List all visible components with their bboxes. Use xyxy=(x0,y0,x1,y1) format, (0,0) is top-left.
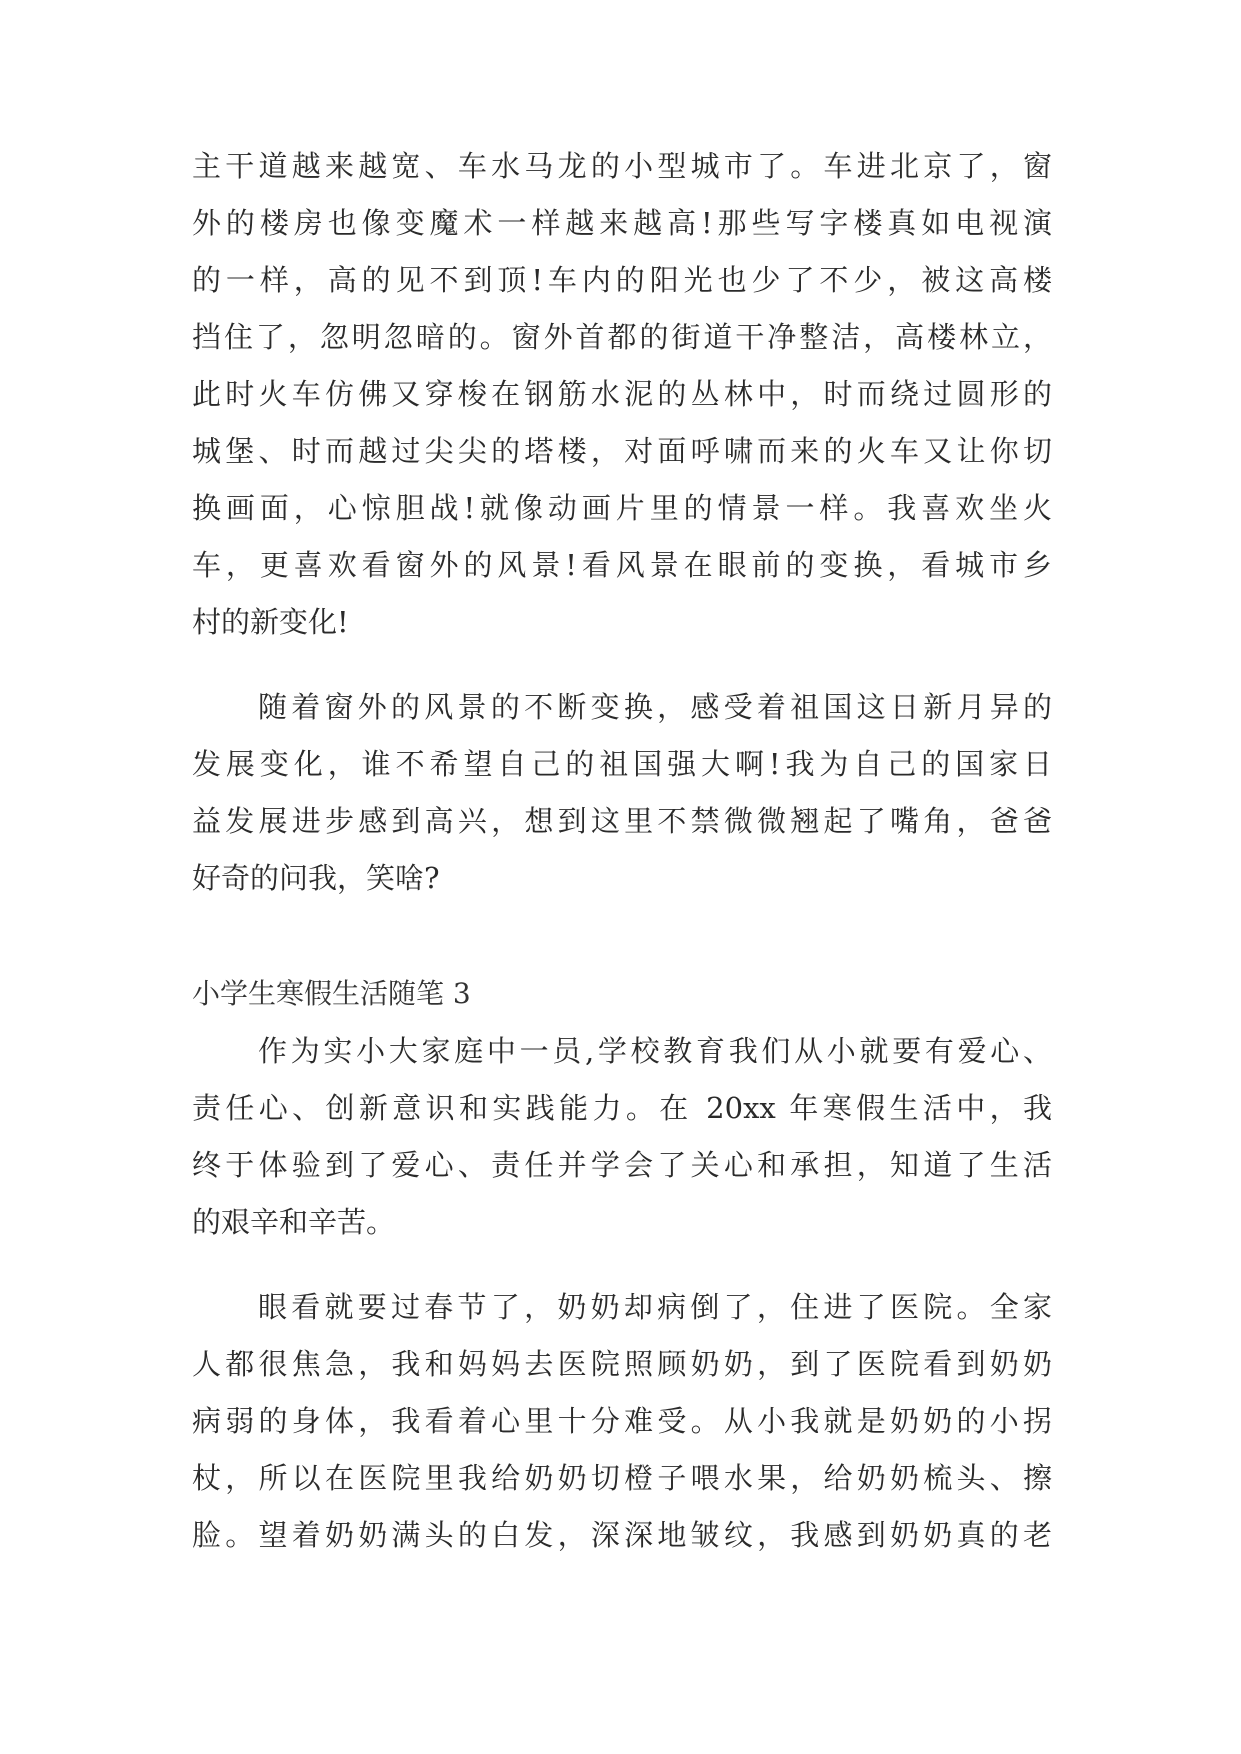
text-line: 此时火车仿佛又穿梭在钢筋水泥的丛林中，时而绕过圆形的 xyxy=(192,377,1052,411)
text-line: 的一样，高的见不到顶!车内的阳光也少了不少，被这高楼 xyxy=(192,263,1052,297)
text-line: 脸。望着奶奶满头的白发，深深地皱纹，我感到奶奶真的老 xyxy=(192,1518,1052,1552)
text-line: 人都很焦急，我和妈妈去医院照顾奶奶，到了医院看到奶奶 xyxy=(192,1347,1052,1381)
text-line: 益发展进步感到高兴，想到这里不禁微微翘起了嘴角，爸爸 xyxy=(192,804,1052,838)
text-line: 眼看就要过春节了，奶奶却病倒了，住进了医院。全家 xyxy=(258,1290,1052,1324)
section-heading: 小学生寒假生活随笔 3 xyxy=(192,977,471,1010)
text-line: 挡住了，忽明忽暗的。窗外首都的街道干净整洁，高楼林立， xyxy=(192,320,1052,354)
text-line: 杖，所以在医院里我给奶奶切橙子喂水果，给奶奶梳头、擦 xyxy=(192,1461,1052,1495)
text-line: 换画面，心惊胆战!就像动画片里的情景一样。我喜欢坐火 xyxy=(192,491,1052,525)
text-line: 病弱的身体，我看着心里十分难受。从小我就是奶奶的小拐 xyxy=(192,1404,1052,1438)
text-line: 主干道越来越宽、车水马龙的小型城市了。车进北京了，窗 xyxy=(192,149,1052,183)
text-line: 作为实小大家庭中一员,学校教育我们从小就要有爱心、 xyxy=(258,1034,1052,1068)
text-line: 好奇的问我，笑啥? xyxy=(192,861,440,895)
text-line: 外的楼房也像变魔术一样越来越高!那些写字楼真如电视演 xyxy=(192,206,1052,240)
text-line: 城堡、时而越过尖尖的塔楼，对面呼啸而来的火车又让你切 xyxy=(192,434,1052,468)
text-line: 村的新变化! xyxy=(192,605,349,639)
text-line: 终于体验到了爱心、责任并学会了关心和承担，知道了生活 xyxy=(192,1148,1052,1182)
text-line: 车，更喜欢看窗外的风景!看风景在眼前的变换，看城市乡 xyxy=(192,548,1052,582)
text-line: 责任心、创新意识和实践能力。在 20xx 年寒假生活中，我 xyxy=(192,1091,1052,1125)
text-line: 随着窗外的风景的不断变换，感受着祖国这日新月异的 xyxy=(258,690,1052,724)
text-line: 的艰辛和辛苦。 xyxy=(192,1205,396,1239)
text-line: 发展变化，谁不希望自己的祖国强大啊!我为自己的国家日 xyxy=(192,747,1052,781)
